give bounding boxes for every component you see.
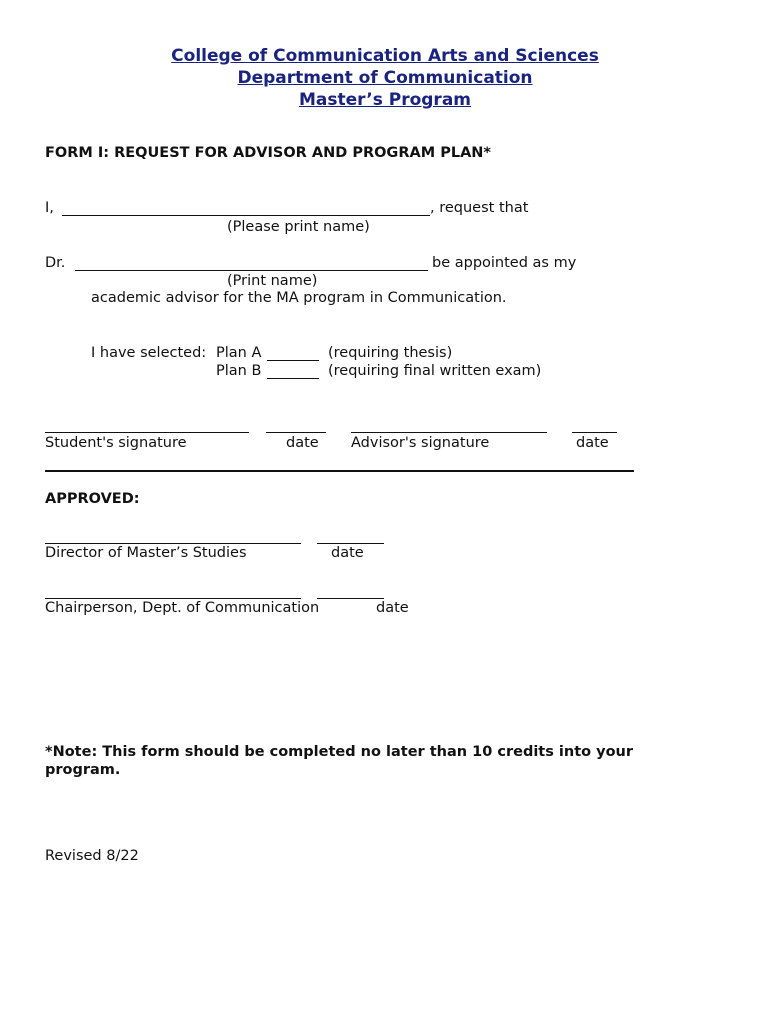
- director-date-label: date: [331, 545, 364, 561]
- college-title: College of Communication Arts and Sciences: [171, 46, 599, 66]
- advisor-name-hint: (Print name): [227, 273, 318, 289]
- form-title: FORM I: REQUEST FOR ADVISOR AND PROGRAM PLAN*: [45, 145, 492, 161]
- program-title: Master’s Program: [298, 90, 472, 110]
- advisor-signature-field[interactable]: [351, 432, 547, 433]
- plan-b-note: (requiring final written exam): [328, 363, 542, 379]
- student-signature-field[interactable]: [45, 432, 249, 433]
- approved-label: APPROVED:: [45, 491, 140, 507]
- student-name-hint: (Please print name): [227, 219, 370, 235]
- director-signature-field[interactable]: [45, 543, 301, 544]
- advisor-date-label: date: [576, 435, 609, 451]
- plan-a-label: Plan A: [216, 345, 262, 361]
- advisor-signature-label: Advisor's signature: [351, 435, 490, 451]
- revised-date: Revised 8/22: [45, 848, 139, 864]
- advisor-prefix: Dr.: [45, 255, 66, 271]
- plan-lead: I have selected:: [91, 345, 207, 361]
- request-suffix: , request that: [430, 200, 529, 216]
- advisor-name-field[interactable]: [75, 270, 428, 271]
- advisor-continuation: academic advisor for the MA program in Communication.: [91, 290, 507, 306]
- chair-date-field[interactable]: [317, 598, 384, 599]
- plan-a-field[interactable]: [267, 360, 319, 361]
- student-date-field[interactable]: [266, 432, 326, 433]
- request-prefix: I,: [45, 200, 54, 216]
- director-date-field[interactable]: [317, 543, 384, 544]
- chair-label: Chairperson, Dept. of Communication: [45, 600, 320, 616]
- section-divider: [45, 470, 634, 472]
- director-label: Director of Master’s Studies: [45, 545, 247, 561]
- plan-b-label: Plan B: [216, 363, 262, 379]
- chair-signature-field[interactable]: [45, 598, 301, 599]
- note-line-1: *Note: This form should be completed no later than 10 credits into your: [45, 744, 634, 760]
- department-title: Department of Communication: [237, 68, 533, 88]
- note-line-2: program.: [45, 762, 121, 778]
- student-signature-label: Student's signature: [45, 435, 187, 451]
- student-date-label: date: [286, 435, 319, 451]
- advisor-suffix: be appointed as my: [432, 255, 577, 271]
- plan-a-note: (requiring thesis): [328, 345, 453, 361]
- student-name-field[interactable]: [62, 215, 430, 216]
- plan-b-field[interactable]: [267, 378, 319, 379]
- chair-date-label: date: [376, 600, 409, 616]
- advisor-date-field[interactable]: [572, 432, 617, 433]
